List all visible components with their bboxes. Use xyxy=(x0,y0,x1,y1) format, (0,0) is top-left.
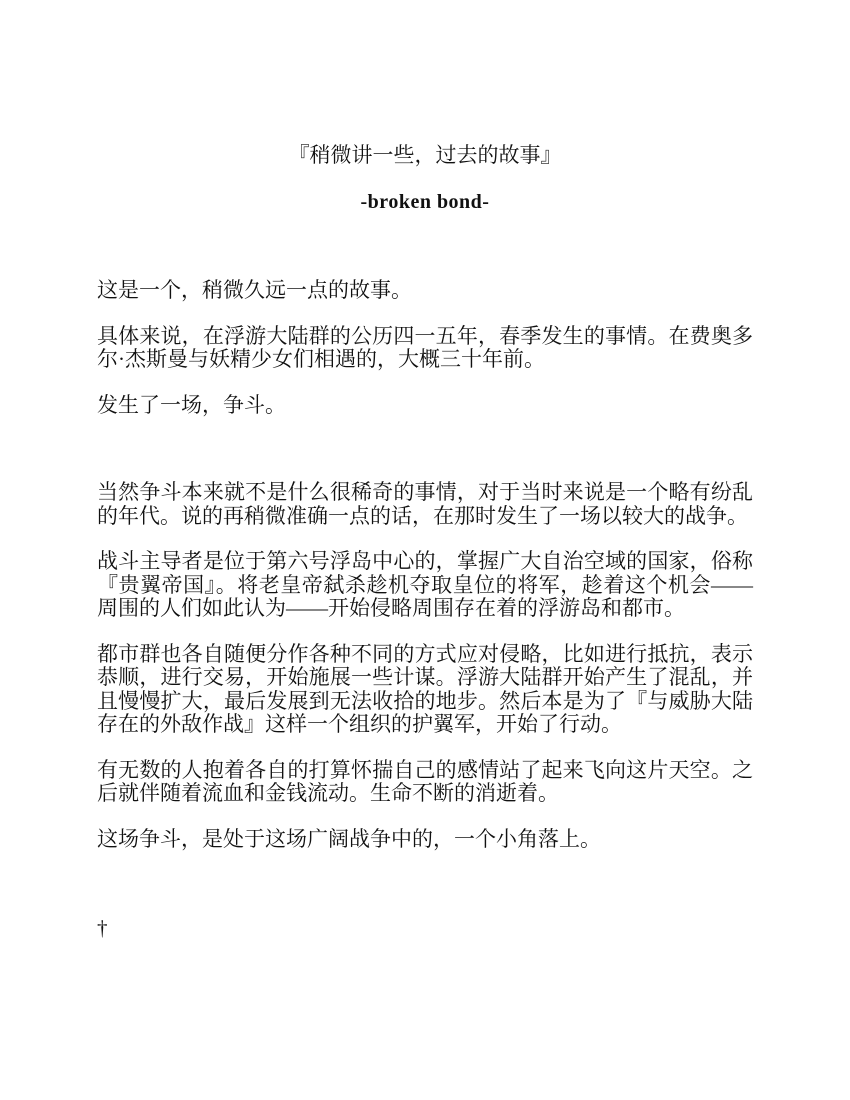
section-break-spacer xyxy=(97,873,753,917)
dagger-mark: † xyxy=(97,916,108,940)
paragraph: 都市群也各自随便分作各种不同的方式应对侵略，比如进行抵抗，表示恭顺，进行交易，开始施展一些计谋。浮游大陆群开始产生了混乱，并且慢慢扩大，最后发展到无法收拾的地步。然后本是为了『与威胁大陆存在的外敌作战』这样一个组织的护翼军，开始了行动。 xyxy=(97,641,753,736)
section-break-spacer xyxy=(97,439,753,481)
paragraph: 发生了一场，争斗。 xyxy=(97,392,286,417)
paragraph: 这是一个，稍微久远一点的故事。 xyxy=(97,278,412,302)
story-title: 『稍微讲一些，过去的故事』 xyxy=(288,143,562,167)
paragraph: 战斗主导者是位于第六号浮岛中心的，掌握广大自治空域的国家，俗称『贵翼帝国』。将老皇帝弑杀趁机夺取皇位的将军，趁着这个机会——周围的人们如此认为——开始侵略周围存在着的浮游岛和都市。 xyxy=(97,549,753,620)
story-subtitle: -broken bond- xyxy=(360,191,490,213)
paragraph: 具体来说，在浮游大陆群的公历四一五年，春季发生的事情。在费奥多尔·杰斯曼与妖精少女们相遇的，大概三十年前。 xyxy=(97,323,753,371)
paragraph: 当然争斗本来就不是什么很稀奇的事情，对于当时来说是一个略有纷乱的年代。说的再稍微准确一点的话，在那时发生了一场以较大的战争。 xyxy=(97,480,753,528)
paragraph: 有无数的人抱着各自的打算怀揣自己的感情站了起来飞向这片天空。之后就伴随着流血和金钱流动。生命不断的消逝着。 xyxy=(97,757,753,805)
story-body xyxy=(97,279,753,941)
paragraph: 这场争斗，是处于这场广阔战争中的，一个小角落上。 xyxy=(97,826,601,851)
